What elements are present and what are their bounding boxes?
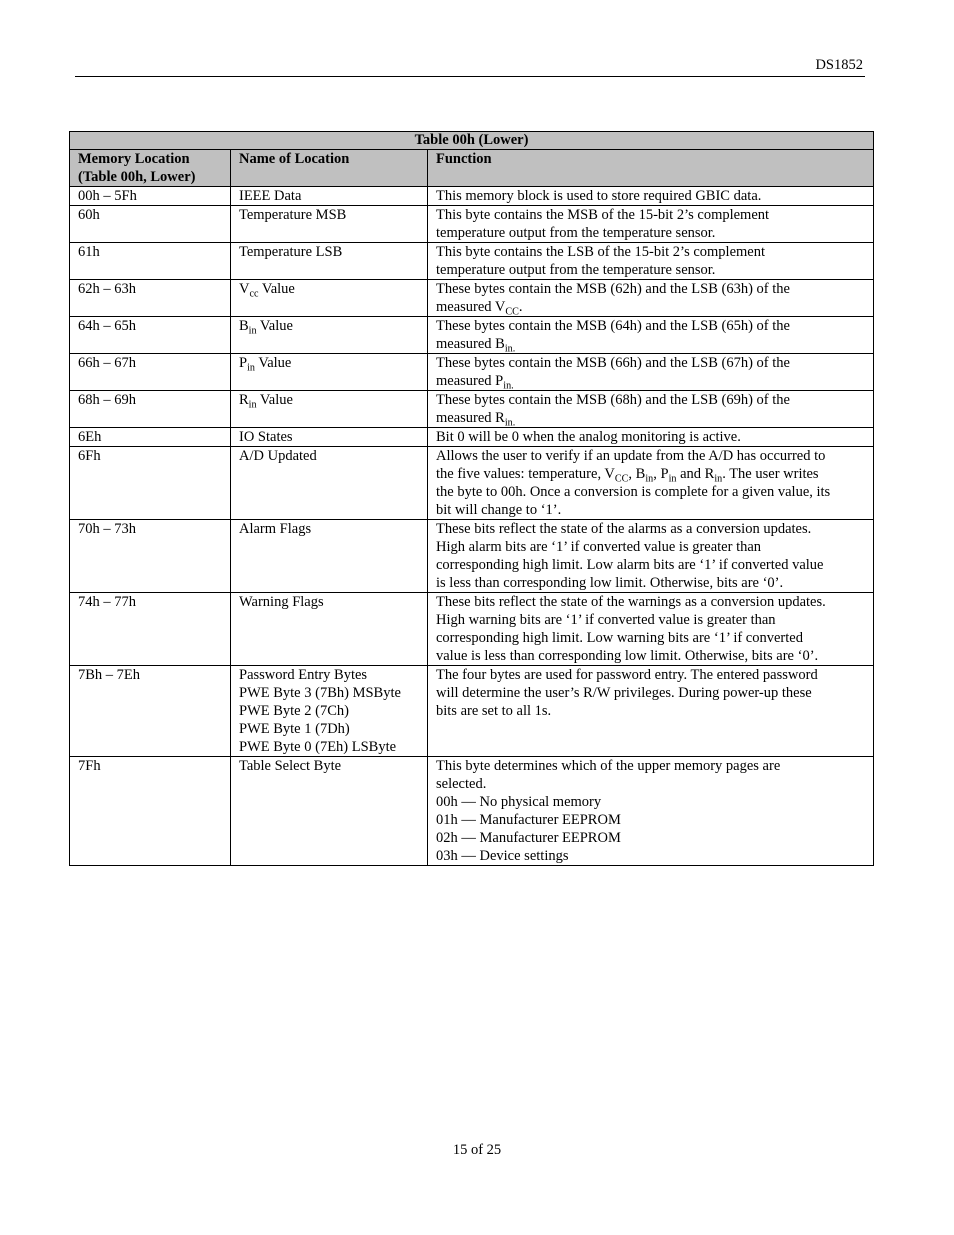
cell-line: will determine the user’s R/W privileges. During power-up these — [436, 685, 812, 701]
cell-line: the five values: temperature, $V_{CC}$, $B_{in}$, $P_{in}$ and $R_{in}$. The user writes — [436, 466, 819, 485]
cell-line: 03h — Device settings — [436, 848, 569, 864]
cell-line: measured $P_{in.}$ — [436, 373, 514, 392]
cell-line: value is less than corresponding low limit. Otherwise, bits are ‘0’. — [436, 648, 819, 664]
table-row — [70, 428, 874, 447]
table-row — [70, 317, 874, 354]
table-row — [70, 354, 874, 391]
cell-line: measured $B_{in.}$ — [436, 336, 516, 355]
memory-location-cell: 6Fh — [70, 447, 231, 520]
col-header-name-of-location — [231, 150, 428, 187]
table-row — [70, 593, 874, 666]
memory-map-table — [69, 131, 874, 866]
cell-line: selected. — [436, 776, 487, 792]
cell-line: These bytes contain the MSB (64h) and the LSB (65h) of the — [436, 318, 790, 334]
header-line: Memory Location — [78, 151, 190, 167]
memory-location-cell: 64h – 65h — [70, 317, 231, 354]
table-row — [70, 243, 874, 280]
cell-line: Alarm Flags — [239, 521, 312, 537]
cell-line: 01h — Manufacturer EEPROM — [436, 812, 621, 828]
cell-line: PWE Byte 2 (7Ch) — [239, 703, 349, 719]
cell-line: $R_{in}$ Value — [239, 392, 293, 411]
table-row — [70, 447, 874, 520]
location-name-cell — [231, 666, 428, 757]
memory-location-cell: 68h – 69h — [70, 391, 231, 428]
table-row — [70, 757, 874, 866]
cell-line: A/D Updated — [239, 448, 317, 464]
cell-line: This byte contains the LSB of the 15-bit 2’s complement — [436, 244, 766, 260]
table-row — [70, 280, 874, 317]
cell-line: 02h — Manufacturer EEPROM — [436, 830, 621, 846]
cell-line: is less than corresponding low limit. Otherwise, bits are ‘0’. — [436, 575, 784, 591]
function-cell — [428, 428, 874, 447]
header-rule — [75, 76, 865, 77]
table-row — [70, 187, 874, 206]
location-name-cell — [231, 593, 428, 666]
cell-line: 00h — No physical memory — [436, 794, 602, 810]
function-cell — [428, 317, 874, 354]
memory-location-cell: 00h – 5Fh — [70, 187, 231, 206]
memory-location-cell: 6Eh — [70, 428, 231, 447]
cell-line: bits are set to all 1s. — [436, 703, 552, 719]
cell-line: This byte contains the MSB of the 15-bit 2’s complement — [436, 207, 770, 223]
location-name-cell — [231, 757, 428, 866]
cell-line: Allows the user to verify if an update from the A/D has occurred to — [436, 448, 826, 464]
function-cell — [428, 757, 874, 866]
table-row — [70, 666, 874, 757]
cell-line: Warning Flags — [239, 594, 324, 610]
col-header-function — [428, 150, 874, 187]
function-cell — [428, 187, 874, 206]
cell-line: Temperature MSB — [239, 207, 347, 223]
cell-line: IEEE Data — [239, 188, 302, 204]
function-cell — [428, 206, 874, 243]
table-body — [70, 187, 874, 866]
location-name-cell — [231, 280, 428, 317]
memory-location-cell: 60h — [70, 206, 231, 243]
cell-line: These bytes contain the MSB (68h) and the LSB (69h) of the — [436, 392, 790, 408]
memory-location-cell: 66h – 67h — [70, 354, 231, 391]
cell-line: Password Entry Bytes — [239, 667, 368, 683]
cell-line: Bit 0 will be 0 when the analog monitoring is active. — [436, 429, 741, 445]
function-cell — [428, 447, 874, 520]
memory-location-cell: 7Bh – 7Eh — [70, 666, 231, 757]
location-name-cell — [231, 187, 428, 206]
memory-location-cell: 70h – 73h — [70, 520, 231, 593]
cell-line: PWE Byte 1 (7Dh) — [239, 721, 350, 737]
header-line: Function — [436, 151, 492, 167]
cell-line: These bits reflect the state of the warnings as a conversion updates. — [436, 594, 826, 610]
cell-line: PWE Byte 0 (7Eh) LSByte — [239, 739, 397, 755]
table-title-row — [70, 132, 874, 150]
location-name-cell — [231, 520, 428, 593]
function-cell — [428, 520, 874, 593]
cell-line: IO States — [239, 429, 293, 445]
cell-line: $V_{cc}$ Value — [239, 281, 295, 300]
cell-line: corresponding high limit. Low warning bits are ‘1’ if converted — [436, 630, 803, 646]
location-name-cell — [231, 206, 428, 243]
table-row — [70, 391, 874, 428]
memory-location-cell: 74h – 77h — [70, 593, 231, 666]
function-cell — [428, 666, 874, 757]
table-title: Table 00h (Lower) — [70, 132, 874, 150]
cell-line: temperature output from the temperature sensor. — [436, 262, 716, 278]
function-cell — [428, 280, 874, 317]
col-header-memory-location — [70, 150, 231, 187]
location-name-cell — [231, 243, 428, 280]
table-row — [70, 520, 874, 593]
memory-location-cell: 7Fh — [70, 757, 231, 866]
cell-line: The four bytes are used for password entry. The entered password — [436, 667, 818, 683]
cell-line: measured $R_{in.}$ — [436, 410, 516, 429]
location-name-cell — [231, 428, 428, 447]
location-name-cell — [231, 354, 428, 391]
cell-line: This memory block is used to store required GBIC data. — [436, 188, 762, 204]
function-cell — [428, 593, 874, 666]
cell-line: $P_{in}$ Value — [239, 355, 292, 374]
location-name-cell — [231, 317, 428, 354]
cell-line: $B_{in}$ Value — [239, 318, 293, 337]
document-id: DS1852 — [815, 57, 863, 73]
page-number: 15 of 25 — [452, 1142, 502, 1158]
location-name-cell — [231, 447, 428, 520]
cell-line: bit will change to ‘1’. — [436, 502, 562, 518]
function-cell — [428, 391, 874, 428]
header-line: Name of Location — [239, 151, 350, 167]
cell-line: Temperature LSB — [239, 244, 343, 260]
function-cell — [428, 354, 874, 391]
cell-line: the byte to 00h. Once a conversion is complete for a given value, its — [436, 484, 831, 500]
memory-location-cell: 62h – 63h — [70, 280, 231, 317]
table-row — [70, 206, 874, 243]
cell-line: These bytes contain the MSB (62h) and the LSB (63h) of the — [436, 281, 790, 297]
cell-line: temperature output from the temperature sensor. — [436, 225, 716, 241]
memory-location-cell: 61h — [70, 243, 231, 280]
cell-line: High alarm bits are ‘1’ if converted value is greater than — [436, 539, 762, 555]
function-cell — [428, 243, 874, 280]
cell-line: High warning bits are ‘1’ if converted value is greater than — [436, 612, 776, 628]
cell-line: These bits reflect the state of the alarms as a conversion updates. — [436, 521, 812, 537]
cell-line: Table Select Byte — [239, 758, 342, 774]
header-line: (Table 00h, Lower) — [78, 169, 196, 185]
cell-line: corresponding high limit. Low alarm bits are ‘1’ if converted value — [436, 557, 824, 573]
cell-line: PWE Byte 3 (7Bh) MSByte — [239, 685, 401, 701]
location-name-cell — [231, 391, 428, 428]
cell-line: This byte determines which of the upper memory pages are — [436, 758, 781, 774]
table-header-row — [70, 150, 874, 187]
cell-line: measured $V_{CC}$. — [436, 299, 523, 318]
cell-line: These bytes contain the MSB (66h) and the LSB (67h) of the — [436, 355, 790, 371]
